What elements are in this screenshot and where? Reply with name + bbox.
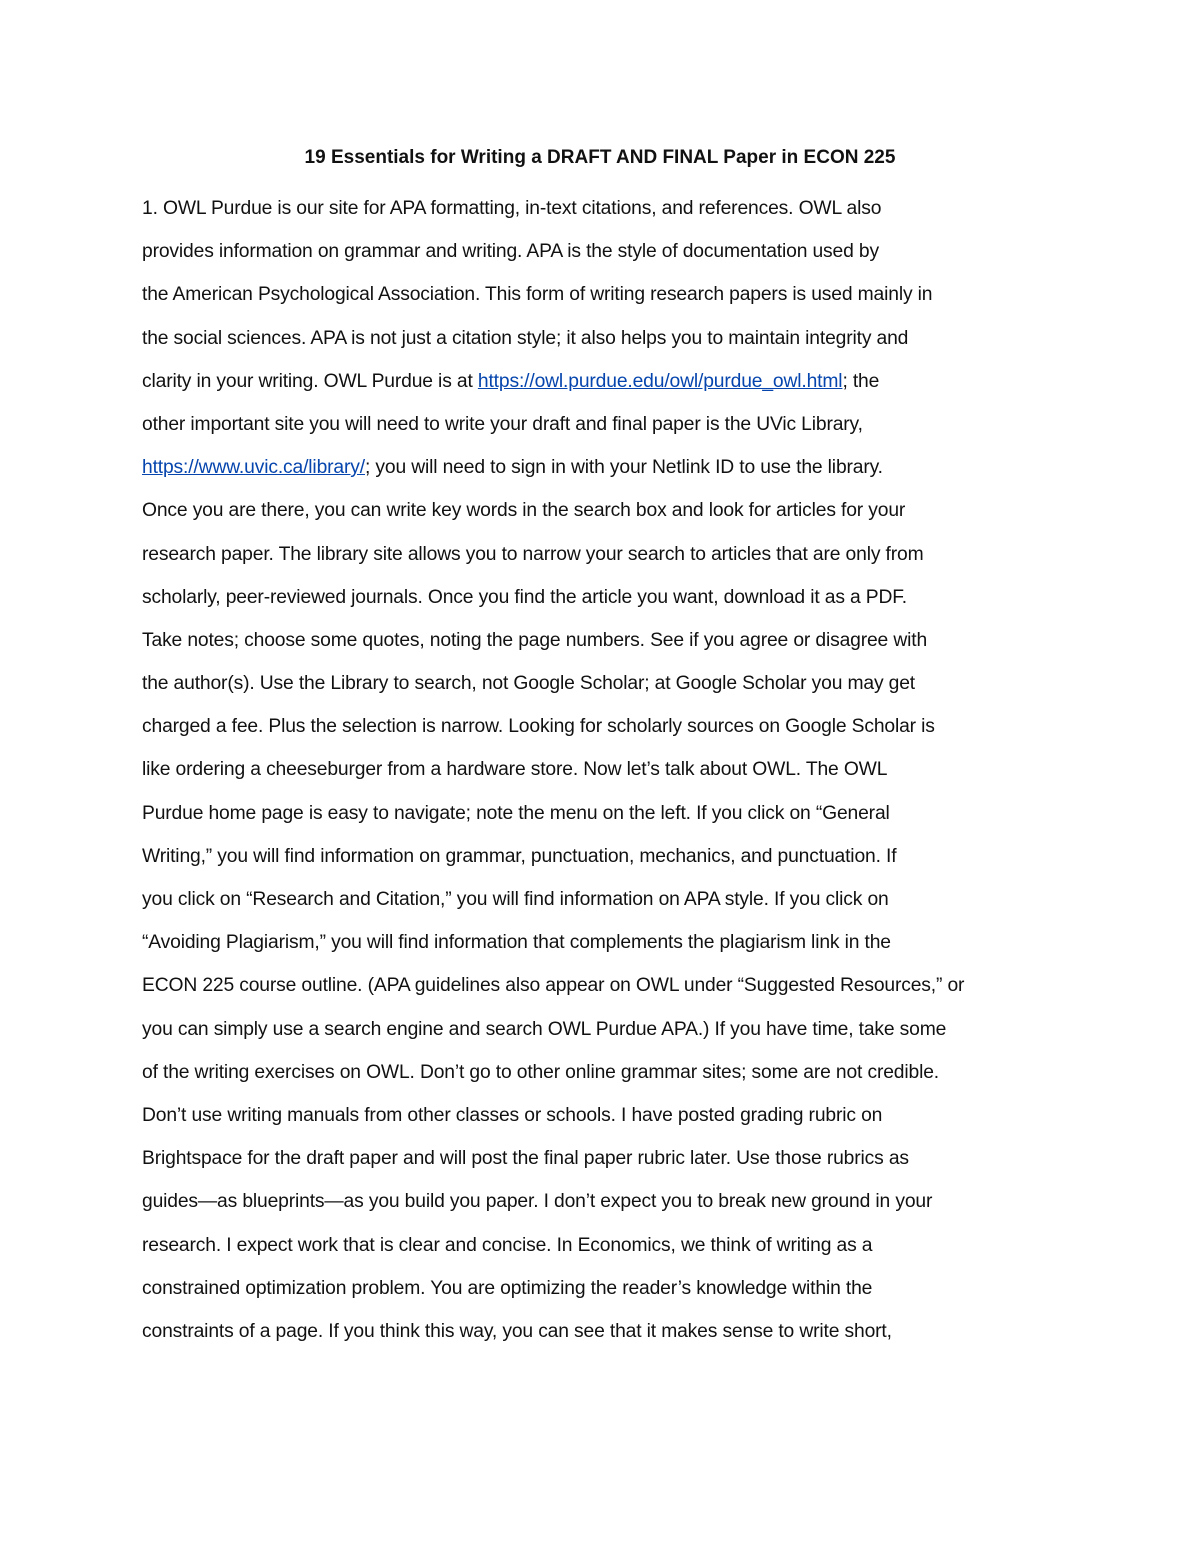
body-line: Don’t use writing manuals from other classes or schools. I have posted grading rubric on [142,1104,883,1126]
body-line: Writing,” you will find information on grammar, punctuation, mechanics, and punctuation. If [142,845,897,867]
document-body [142,195,1072,1361]
body-line: Once you are there, you can write key words in the search box and look for articles for your [142,500,906,522]
body-line: “Avoiding Plagiarism,” you will find information that complements the plagiarism link in the [142,932,891,954]
body-line: the author(s). Use the Library to search, not Google Scholar; at Google Scholar you may get [142,673,916,695]
body-line: research. I expect work that is clear and concise. In Economics, we think of writing as a [142,1234,873,1256]
body-line: ECON 225 course outline. (APA guidelines also appear on OWL under “Suggested Resources,” or [142,975,965,997]
body-line: like ordering a cheeseburger from a hardware store. Now let’s talk about OWL. The OWL [142,759,888,781]
body-line: constraints of a page. If you think this way, you can see that it makes sense to write short, [142,1320,892,1342]
body-line [142,454,1072,497]
body-line: Purdue home page is easy to navigate; note the menu on the left. If you click on “General [142,802,890,824]
body-line: 1. OWL Purdue is our site for APA formatting, in-text citations, and references. OWL also [142,198,882,219]
body-line: guides—as blueprints—as you build you paper. I don’t expect you to break new ground in your [142,1191,933,1213]
body-line [142,368,1072,411]
body-line: other important site you will need to write your draft and final paper is the UVic Library, [142,413,863,435]
body-line-text: ; you will need to sign in with your Netlink ID to use the library. [364,457,883,479]
body-line: of the writing exercises on OWL. Don’t go to other online grammar sites; some are not credible. [142,1061,940,1083]
document-title: 19 Essentials for Writing a DRAFT AND FINAL Paper in ECON 225 [304,147,896,168]
body-line: research paper. The library site allows you to narrow your search to articles that are only from [142,543,924,565]
body-line-text: clarity in your writing. OWL Purdue is at [142,370,478,392]
body-line: charged a fee. Plus the selection is narrow. Looking for scholarly sources on Google Scholar is [142,716,935,738]
body-line: scholarly, peer-reviewed journals. Once you find the article you want, download it as a PDF. [142,586,907,608]
body-line: constrained optimization problem. You are optimizing the reader’s knowledge within the [142,1277,873,1299]
body-line: Brightspace for the draft paper and will post the final paper rubric later. Use those rubrics as [142,1148,909,1170]
body-line: provides information on grammar and writing. APA is the style of documentation used by [142,241,879,263]
hyperlink[interactable]: https://www.uvic.ca/library/ [142,457,365,479]
hyperlink[interactable]: https://owl.purdue.edu/owl/purdue_owl.html [477,370,843,392]
body-line: you can simply use a search engine and search OWL Purdue APA.) If you have time, take some [142,1018,947,1040]
body-line: the American Psychological Association. This form of writing research papers is used mainly in [142,284,933,306]
body-line: you click on “Research and Citation,” you will find information on APA style. If you click on [142,889,889,910]
body-line: the social sciences. APA is not just a citation style; it also helps you to maintain integrity and [142,327,909,349]
body-line-text: ; the [842,370,880,392]
body-line: Take notes; choose some quotes, noting the page numbers. See if you agree or disagree with [142,629,928,651]
